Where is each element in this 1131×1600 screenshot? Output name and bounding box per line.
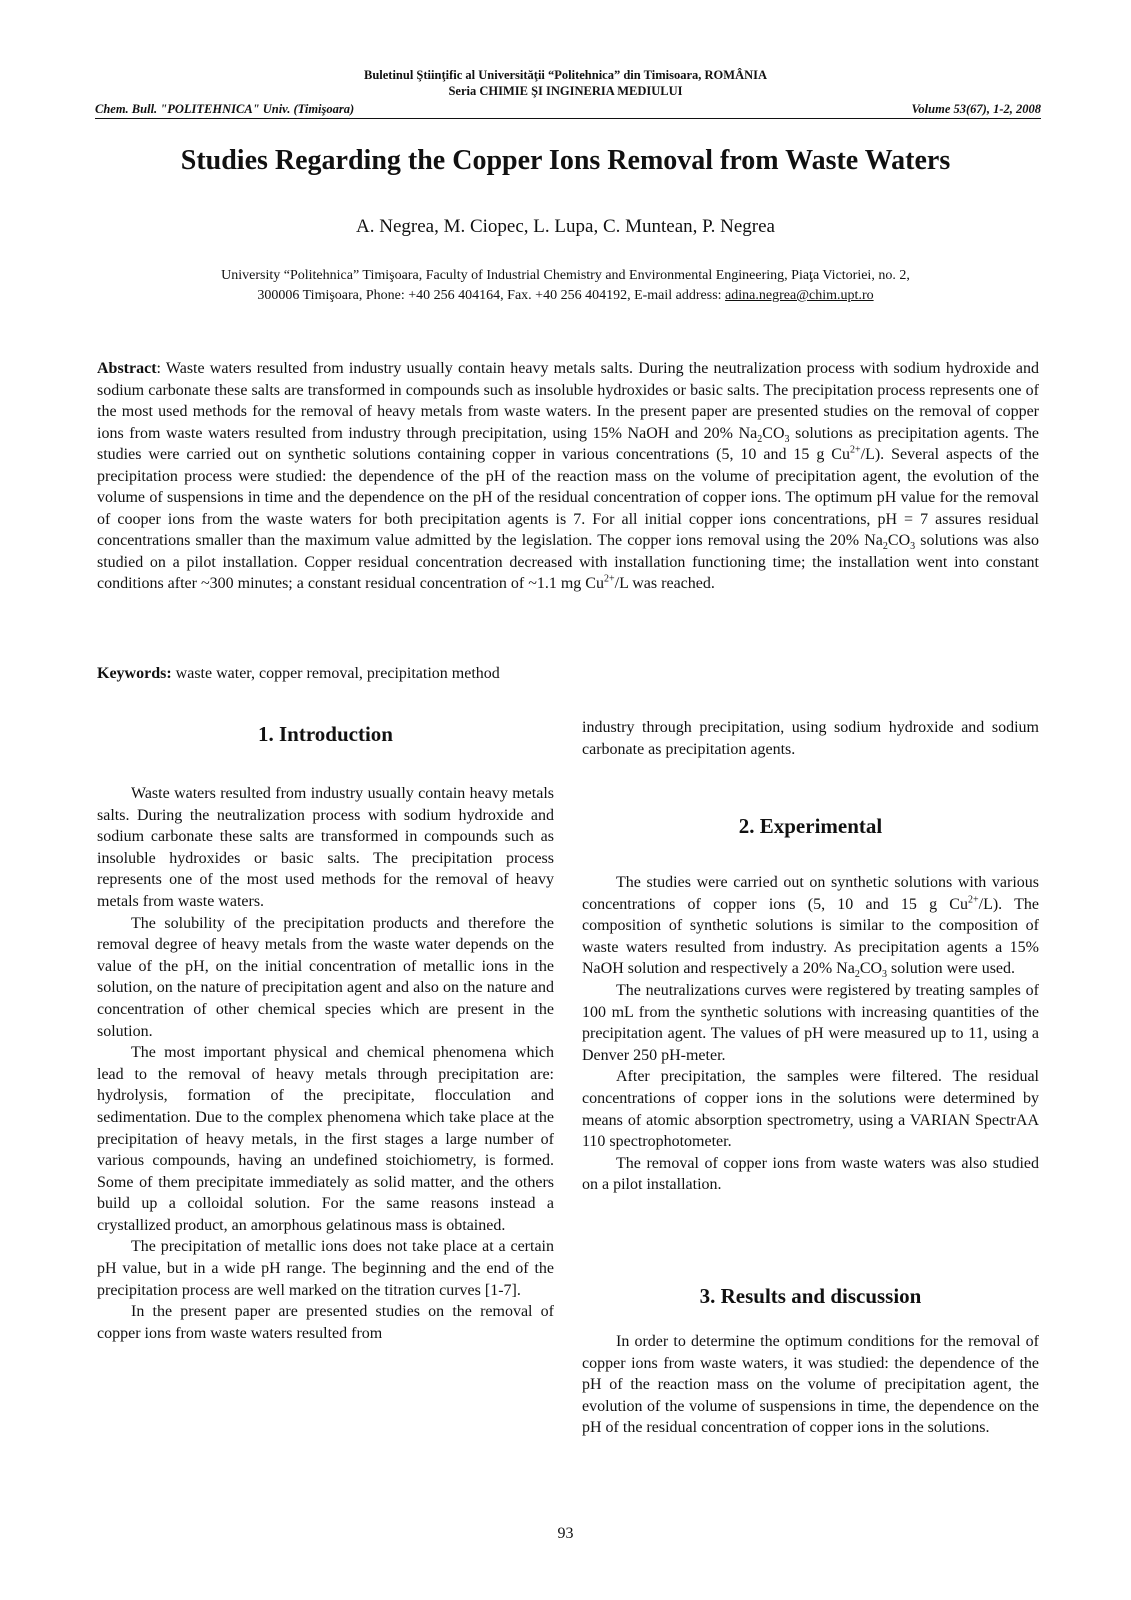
journal-header [0,67,1131,99]
journal-series: Seria CHIMIE ŞI INGINERIA MEDIULUI [448,84,683,98]
keywords [97,665,1039,683]
experimental-body [582,872,1039,1196]
abstract [97,358,1039,595]
abstract-text-6: /L was reached. [614,575,715,592]
paper-title: Studies Regarding the Copper Ions Removal from Waste Waters [180,145,951,176]
experimental-text-1c: solution were used. [887,960,1016,978]
paragraph: The neutralizations curves were registered by treating samples of 100 mL from the synthetic solutions with increasing quantities of the precipitation agent. The values of pH were measured up to 11, using a Denver 250 pH-meter. [582,981,1039,1064]
running-header [95,102,1041,119]
experimental-text-co: CO [859,960,883,978]
superscript: 2+ [603,573,615,585]
page-number: 93 [557,1525,574,1542]
affiliation [120,266,1011,306]
paragraph: The removal of copper ions from waste waters was also studied on a pilot installation. [582,1154,1039,1194]
section-heading-results: 3. Results and discussion [699,1284,922,1308]
author-list: A. Negrea, M. Ciopec, L. Lupa, C. Muntean, P. Negrea [356,216,775,237]
journal-name: Buletinul Ştiinţific al Universităţii “Politehnica” din Timisoara, ROMÂNIA [363,68,768,82]
paragraph-continued: industry through precipitation, using sodium hydroxide and sodium carbonate as precipitation agents. [582,719,1039,758]
subscript: 3 [784,433,790,445]
abstract-text-co: CO [887,532,911,549]
experimental-text-1b: /L). The composition of synthetic solutions is similar to the composition of waste waters resulted from industry. As precipitation agents a 15% NaOH solution and respectively a 20% Na [582,895,1039,978]
subscript: 3 [910,541,916,553]
affiliation-contact: 300006 Timişoara, Phone: +40 256 404164, Fax. +40 256 404192, E-mail address: [257,288,726,303]
paragraph: After precipitation, the samples were filtered. The residual concentrations of copper ions in the solutions were determined by means of atomic absorption spectrometry, using a VARIAN SpectrAA 110 spectrophotometer. [582,1068,1039,1151]
keywords-label: Keywords: [97,665,172,682]
subscript: 2 [882,541,888,553]
paragraph [582,872,1039,980]
abstract-text-4: /L). Several aspects of the precipitation process were studied: the dependence of the pH of the reaction mass on the volume of precipitation agent, the evolution of the volume of suspensions in time and the dependence on the pH of the residual concentration of copper ions. The optimum pH value for the removal of cooper ions from the waste waters for both precipitation agents is 7. For all initial copper ions concentrations, pH = 7 assures residual concentrations smaller than the maximum value admitted by the legislation. The copper ions removal using the 20% Na [97,446,1039,549]
running-header-right: Volume 53(67), 1-2, 2008 [911,102,1041,116]
superscript: 2+ [849,444,861,456]
abstract-text-5: solutions was also studied on a pilot installation. Copper residual concentration decreased with installation functioning time; the installation went into constant conditions after ~300 minutes; a constant residual concentration of ~1.1 mg Cu [97,532,1039,592]
running-header-left: Chem. Bull. "POLITEHNICA" Univ. (Timişoara) [95,102,355,116]
paragraph: The most important physical and chemical phenomena which lead to the removal of heavy metals through precipitation are: hydrolysis, formation of the precipitate, flocculation and sedimentation. Due to the complex phenomena which take place at the precipitation of heavy metals, in the first stages a large number of various compounds, having an undefined stoichiometry, is formed. Some of them precipitate immediately as solid matter, and the others build up a colloidal solution. For the same reasons instead a crystallized product, an amorphous gelatinous mass is obtained. [97,1044,554,1234]
superscript: 2+ [967,894,979,906]
section-heading-experimental: 2. Experimental [738,814,883,838]
section-heading-introduction: 1. Introduction [258,722,393,746]
paragraph: In order to determine the optimum conditions for the removal of copper ions from waste waters, it was studied: the dependence of the pH of the reaction mass on the volume of precipitation agent, the evolution of the volume of suspensions in time, the dependence on the pH of the residual concentration of copper ions in the solutions. [582,1333,1039,1437]
paragraph: The solubility of the precipitation products and therefore the removal degree of heavy metals from the waste water depends on the value of the pH, on the initial concentration of metallic ions in the solution, on the nature of precipitation agent and also on the nature and concentration of other chemical species which are present in the solution. [97,914,554,1040]
abstract-text-1: : Waste waters resulted from industry usually contain heavy metals salts. During the neutralization process with sodium hydroxide and sodium carbonate these salts are transformed in compounds such as insoluble hydroxides or basic salts. The precipitation process represents one of the most used methods for the removal of heavy metals from waste waters. In the present paper are presented studies on the removal of copper ions from waste waters resulted from industry through precipitation, using 15% NaOH and 20% Na [97,360,1039,442]
subscript: 2 [757,433,763,445]
paragraph: The precipitation of metallic ions does not take place at a certain pH value, but in a wide pH range. The beginning and the end of the precipitation process are well marked on the titration curves [1-7]. [97,1238,554,1299]
abstract-label: Abstract [97,360,157,377]
paragraph: Waste waters resulted from industry usually contain heavy metals salts. During the neutralization process with sodium hydroxide and sodium carbonate these salts are transformed in compounds such as insoluble hydroxides or basic salts. The precipitation process represents one of the most used methods for the removal of heavy metals from waste waters. [97,785,554,910]
experimental-text-1a: The studies were carried out on synthetic solutions with various concentrations of copper ions (5, 10 and 15 g Cu [582,874,1039,913]
affiliation-line-2 [120,286,1011,306]
results-body [582,1331,1039,1439]
introduction-body [97,783,554,1344]
subscript: 3 [882,969,888,981]
keywords-text: waste water, copper removal, precipitation method [171,665,500,682]
paragraph: In the present paper are presented studies on the removal of copper ions from waste waters resulted from [97,1303,554,1342]
email-link[interactable]: adina.negrea@chim.upt.ro [725,288,874,303]
abstract-text-3: solutions as precipitation agents. The studies were carried out on synthetic solutions containing copper in various concentrations (5, 10 and 15 g Cu [97,424,1040,463]
affiliation-line-1: University “Politehnica” Timişoara, Faculty of Industrial Chemistry and Environmental Engineering, Piaţa Victoriei, no. 2, [221,268,910,283]
abstract-text-2: CO [762,424,785,442]
subscript: 2 [854,969,860,981]
